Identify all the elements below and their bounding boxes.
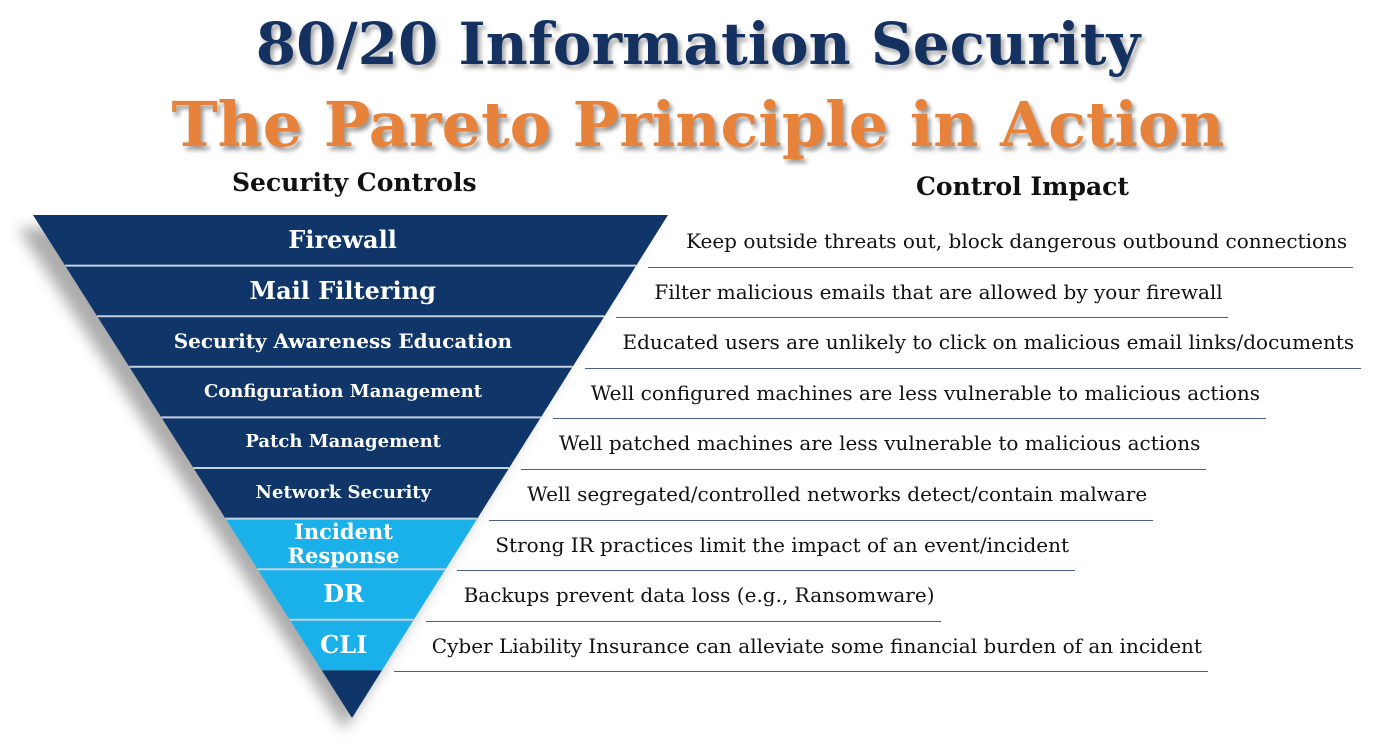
control-label: Firewall xyxy=(288,225,397,254)
control-label: CLI xyxy=(320,629,368,659)
impact-underline xyxy=(553,418,1266,419)
control-label: Configuration Management xyxy=(203,380,483,402)
impact-underline xyxy=(648,267,1353,268)
impact-text: Keep outside threats out, block dangerous outbound connections xyxy=(686,229,1348,253)
impact-text: Educated users are unlikely to click on malicious email links/documents xyxy=(622,330,1355,355)
title-line-1: 80/20 Information Security xyxy=(255,10,1141,78)
impact-text: Well segregated/controlled networks detect/contain malware xyxy=(527,482,1148,506)
control-label-line: Response xyxy=(287,542,400,568)
impact-underline xyxy=(489,520,1153,521)
control-label: Mail Filtering xyxy=(249,275,436,305)
title-line-2: The Pareto Principle in Action xyxy=(171,88,1225,161)
control-label: Network Security xyxy=(255,482,432,503)
impact-text: Well patched machines are less vulnerable to malicious actions xyxy=(558,431,1201,456)
control-impact-header: Control Impact xyxy=(916,172,1129,201)
control-label: DR xyxy=(323,579,364,609)
impact-text: Strong IR practices limit the impact of an event/incident xyxy=(495,532,1070,557)
control-label-line: Incident xyxy=(294,518,393,544)
control-label xyxy=(243,520,443,568)
impact-text: Cyber Liability Insurance can alleviate some financial burden of an incident xyxy=(431,633,1202,658)
control-label: Patch Management xyxy=(245,431,441,453)
impact-text: Well configured machines are less vulnerable to malicious actions xyxy=(590,380,1261,405)
impact-text: Backups prevent data loss (e.g., Ransomware) xyxy=(463,583,935,608)
security-controls-header: Security Controls xyxy=(232,168,477,197)
impact-underline xyxy=(585,368,1361,369)
impact-underline xyxy=(616,317,1228,318)
impact-text: Filter malicious emails that are allowed by your firewall xyxy=(654,279,1223,304)
impact-underline xyxy=(394,671,1208,672)
control-label: Security Awareness Education xyxy=(173,329,513,354)
